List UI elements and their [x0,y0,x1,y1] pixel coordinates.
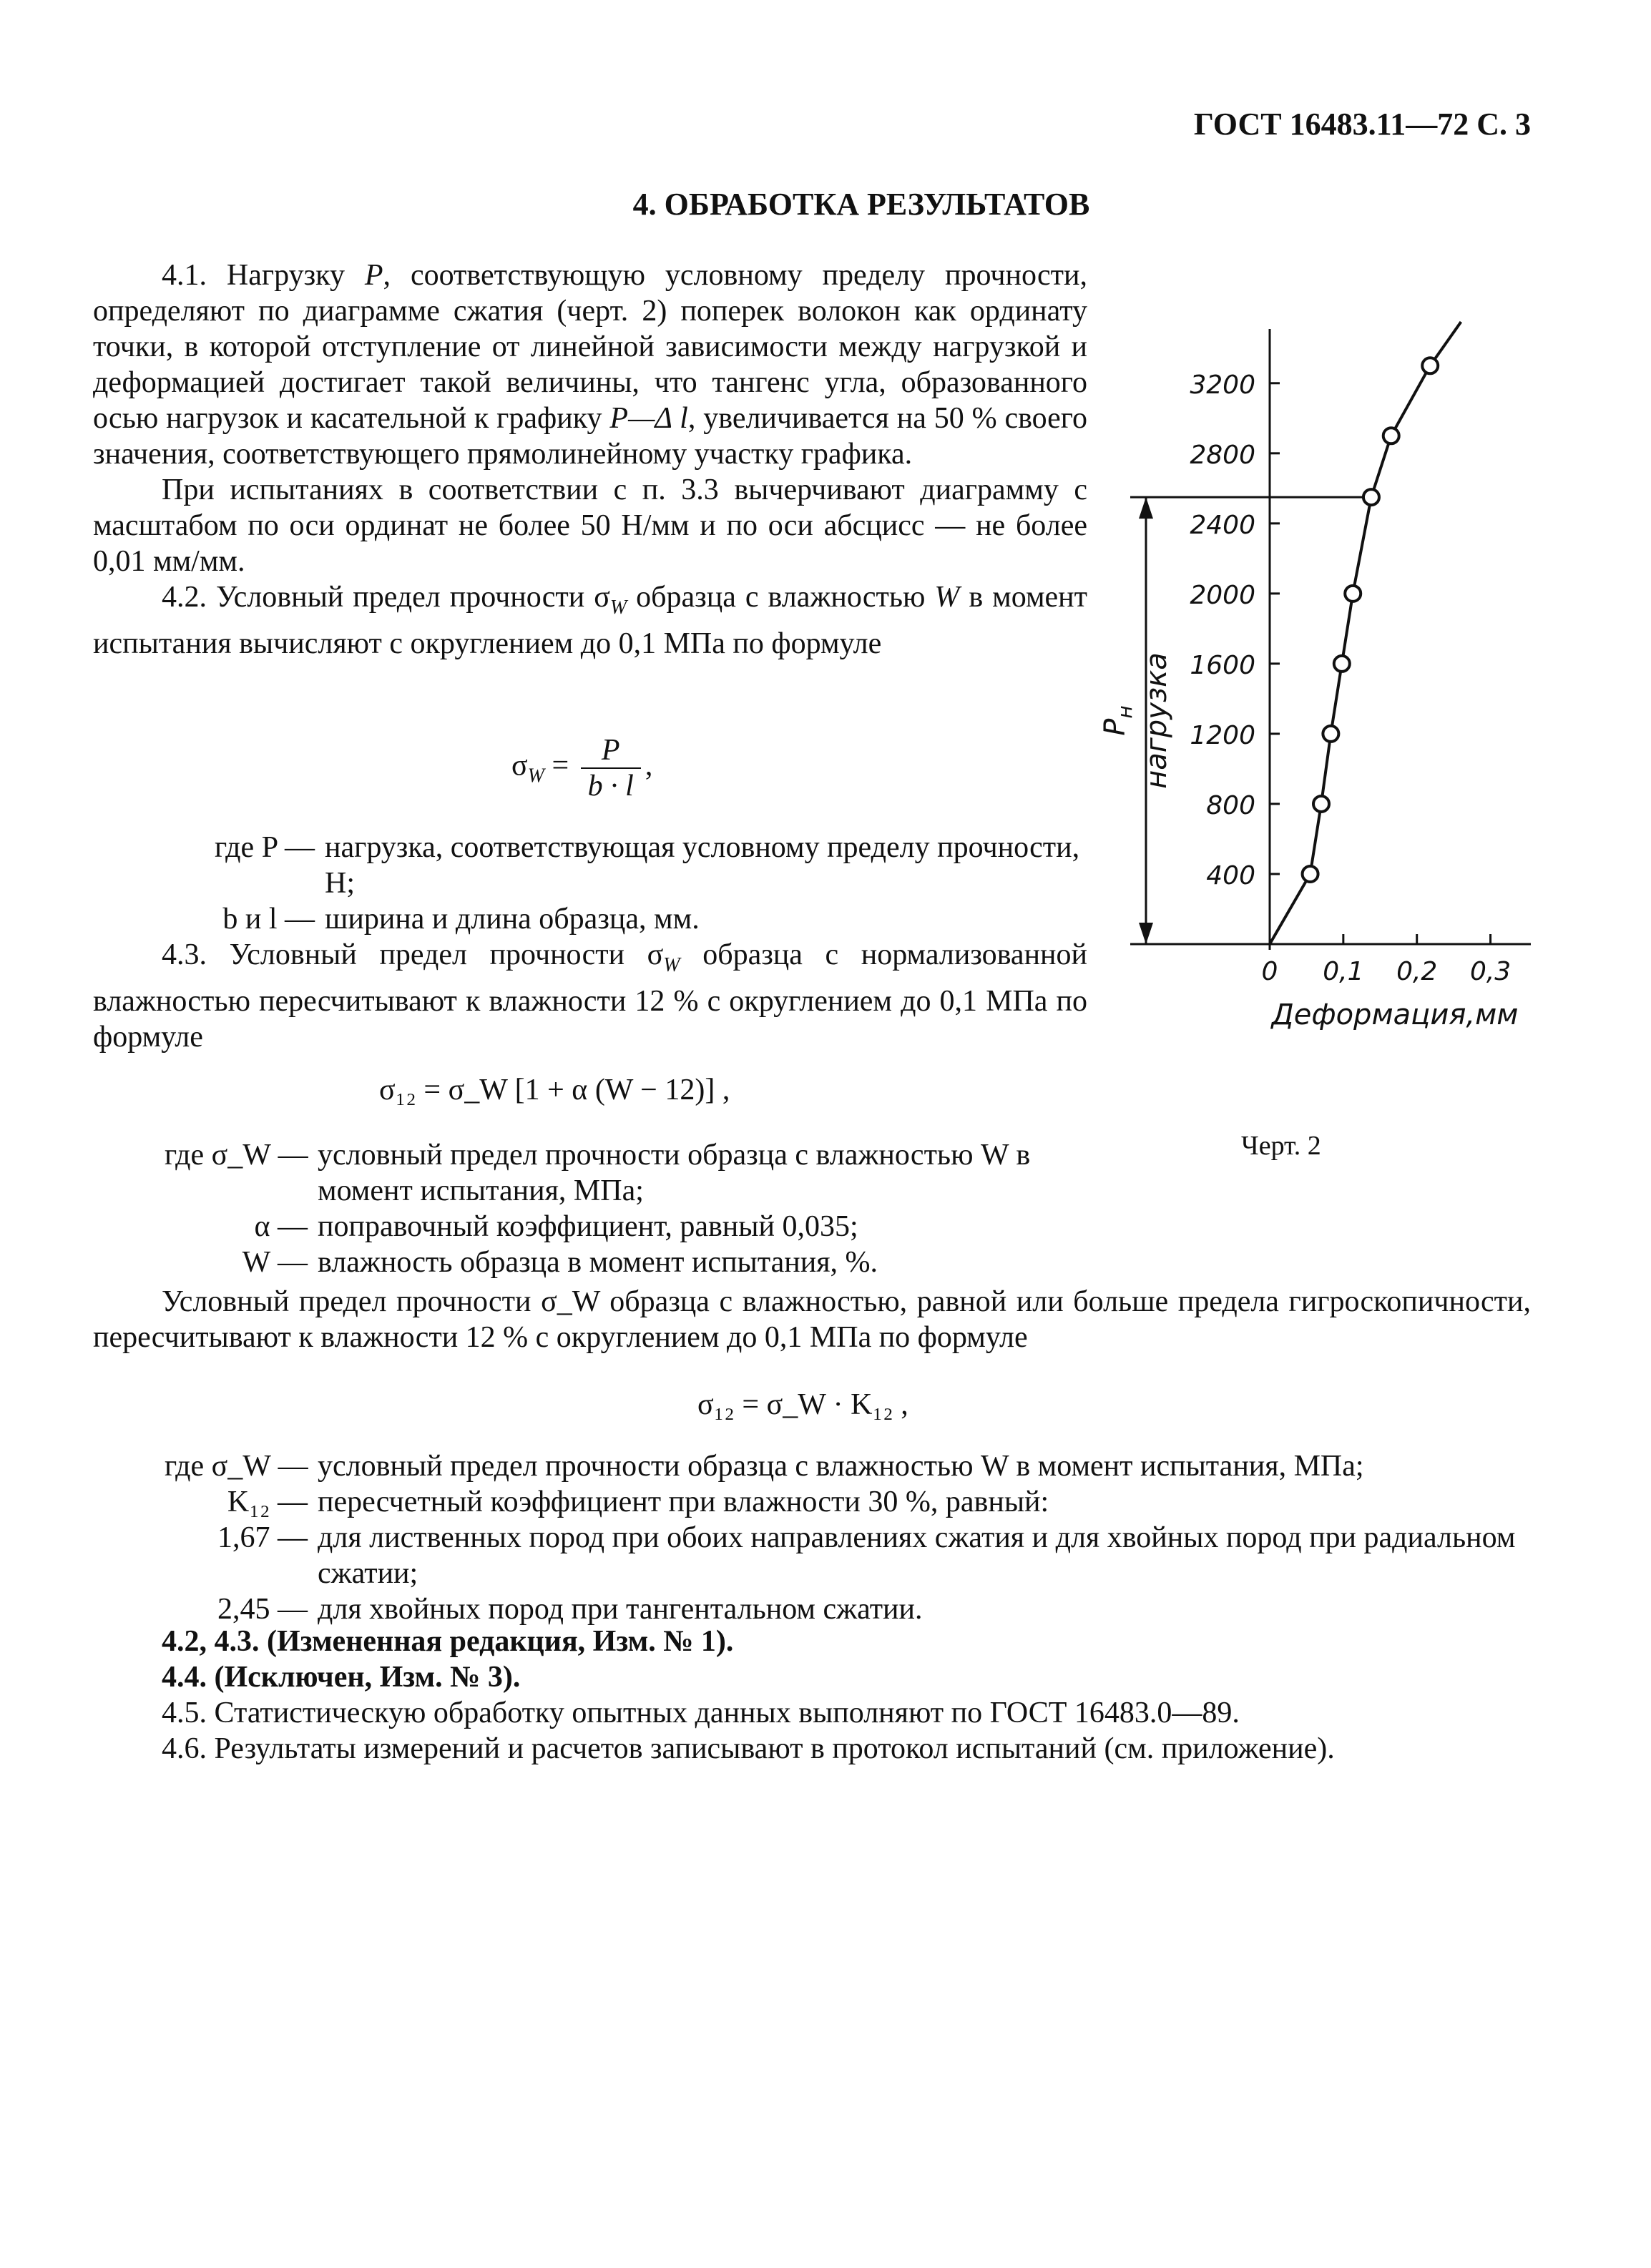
load-deformation-curve [1270,322,1461,944]
legend-key: 1,67 — [217,1521,308,1554]
amendment-1: 4.2, 4.3. (Измененная редакция, Изм. № 1). [162,1625,734,1658]
legend-row [165,1520,1538,1591]
x-tick-label: 0,3 [1469,957,1512,986]
page-header: ГОСТ 16483.11—72 С. 3 [1193,107,1531,142]
text: Условный предел прочности σ_W образца с влажностью, равной или больше предела гигроскопичности, пересчитывают к влажности 12 % с округлением до 0,1 МПа по формуле [93,1285,1531,1354]
x-tick-label: 0,2 [1396,957,1438,986]
data-point-marker [1303,866,1318,882]
text: 4.2. Условный предел прочности σ [162,581,610,614]
legend-row [165,1448,1538,1484]
paragraph-4-6: 4.6. Результаты измерений и расчетов записывают в протокол испытаний (см. приложение). [162,1732,1335,1765]
formula-eq: = [544,749,577,782]
legend-key: W — [242,1246,308,1279]
data-point-marker [1422,358,1438,373]
legend-row [165,1209,1116,1245]
y-axis-label-sub: н [1113,705,1137,719]
formula-sigma-12: σ₁₂ = σ_W [1 + α (W − 12)] , [379,1074,730,1106]
y-axis-label-symbol [1099,705,1137,735]
paragraph-4-3 [93,937,1087,1055]
text: образца с нормализованной влажностью пересчитывают к влажности 12 % с округлением до 0,1 МПа по формуле [93,938,1087,1054]
y-tick-label: 2800 [1190,440,1255,470]
legend-row [165,1245,1116,1280]
data-point-marker [1383,428,1399,443]
legend-key: b и l — [222,903,315,936]
legend-row [193,830,1087,901]
legend-key: K₁₂ — [227,1486,308,1518]
legend-value: ширина и длина образца, мм. [325,903,700,936]
y-tick-label: 3200 [1190,370,1255,400]
legend-value: условный предел прочности образца с влажностью W в момент испытания, МПа; [318,1139,1031,1207]
left-column-text [93,257,1087,662]
legend-value: поправочный коэффициент, равный 0,035; [318,1210,858,1243]
y-tick-label: 400 [1206,860,1255,890]
legend-key: где σ_W — [165,1450,308,1483]
legend-2 [165,1137,1116,1280]
closing-paragraphs [162,1624,1557,1767]
text: в момент испытания вычисляют с округлением до 0,1 МПа по формуле [93,581,1087,660]
paragraph-4-1b: При испытаниях в соответствии с п. 3.3 вычерчивают диаграмму с масштабом по оси ординат не более 50 Н/мм и по оси абсцисс — не более 0,01 мм/мм. [93,473,1087,578]
y-tick-label: 800 [1206,790,1255,820]
text: W [934,581,960,614]
deformation-chart [1087,315,1545,1030]
text: W [663,954,680,976]
y-axis-label-p: P [1099,718,1132,736]
text: 4.3. Условный предел прочности σ [162,938,664,971]
legend-key: 2,45 — [217,1593,308,1626]
chart-caption: Черт. 2 [1241,1131,1321,1161]
paragraph-4-2 [93,579,1087,662]
data-point-marker [1334,656,1350,672]
x-tick-label: 0,1 [1323,957,1364,986]
formula-lhs-sub: W [527,765,544,787]
legend-value: для хвойных пород при тангентальном сжатии. [318,1593,923,1626]
legend-row [193,901,1087,937]
text: W [609,597,627,619]
legend-row [165,1484,1538,1520]
text: образца с влажностью [627,581,935,614]
fraction [581,733,641,803]
data-point-marker [1323,726,1338,742]
formula-tail: , [645,749,653,782]
x-tick-label: 0 [1261,957,1278,986]
load-arrow-head-top [1139,497,1153,519]
data-point-marker [1345,586,1361,602]
paragraph-4-1 [93,257,1087,472]
text: 4.1. Нагрузку [162,259,365,292]
text: , соответствующую условному пределу прочности, определяют по диаграмме сжатия (черт. 2) поперек волокон как ординату точки, в которой отступление от линейной зависимости между нагрузкой и деформацией достигает такой величины, что тангенс угла, образованного осью нагрузок и касательной к графику [93,259,1087,435]
legend-key: где σ_W — [165,1139,308,1172]
fraction-denominator: b · l [587,770,634,802]
legend-value: влажность образца в момент испытания, %. [318,1246,878,1279]
paragraph-4-3b [93,1284,1531,1355]
legend-row [165,1137,1116,1209]
y-tick-label: 2400 [1190,510,1255,540]
y-axis-label-word: нагрузка [1140,652,1173,789]
y-tick-label: 2000 [1190,580,1255,610]
formula-k12: σ₁₂ = σ_W · K₁₂ , [697,1388,908,1421]
y-tick-label: 1600 [1190,650,1255,680]
legend-value: для лиственных пород при обоих направлениях сжатия и для хвойных пород при радиальном сжатии; [318,1521,1516,1590]
legend-value: условный предел прочности образца с влажностью W в момент испытания, МПа; [318,1450,1364,1483]
data-point-marker [1313,796,1329,812]
legend-key: α — [254,1210,308,1243]
load-arrow-head-bottom [1139,923,1153,944]
section-title: 4. ОБРАБОТКА РЕЗУЛЬТАТОВ [632,187,1090,222]
y-tick-label: 1200 [1190,720,1255,750]
data-point-marker [1363,489,1379,505]
y-axis-label-group [1099,652,1173,789]
legend-key: где P — [215,831,315,864]
text: , увеличивается на 50 % своего значения, соответствующего прямолинейному участку графика. [93,402,1087,471]
text: P—Δ l [609,402,688,435]
formula-sigma-w [511,733,652,803]
chart-root [1099,322,1531,1030]
legend-1 [193,830,1087,937]
fraction-numerator: P [581,733,641,769]
text: P [364,259,383,292]
legend-row [165,1591,1538,1627]
x-axis-label: Деформация,мм [1271,998,1519,1030]
paragraph-4-5: 4.5. Статистическую обработку опытных данных выполняют по ГОСТ 16483.0—89. [162,1697,1240,1729]
legend-value: нагрузка, соответствующая условному пределу прочности, Н; [325,831,1080,900]
formula-lhs: σ [511,749,528,782]
legend-value: пересчетный коэффициент при влажности 30 %, равный: [318,1486,1049,1518]
legend-3 [165,1448,1538,1627]
amendment-2: 4.4. (Исключен, Изм. № 3). [162,1661,521,1694]
